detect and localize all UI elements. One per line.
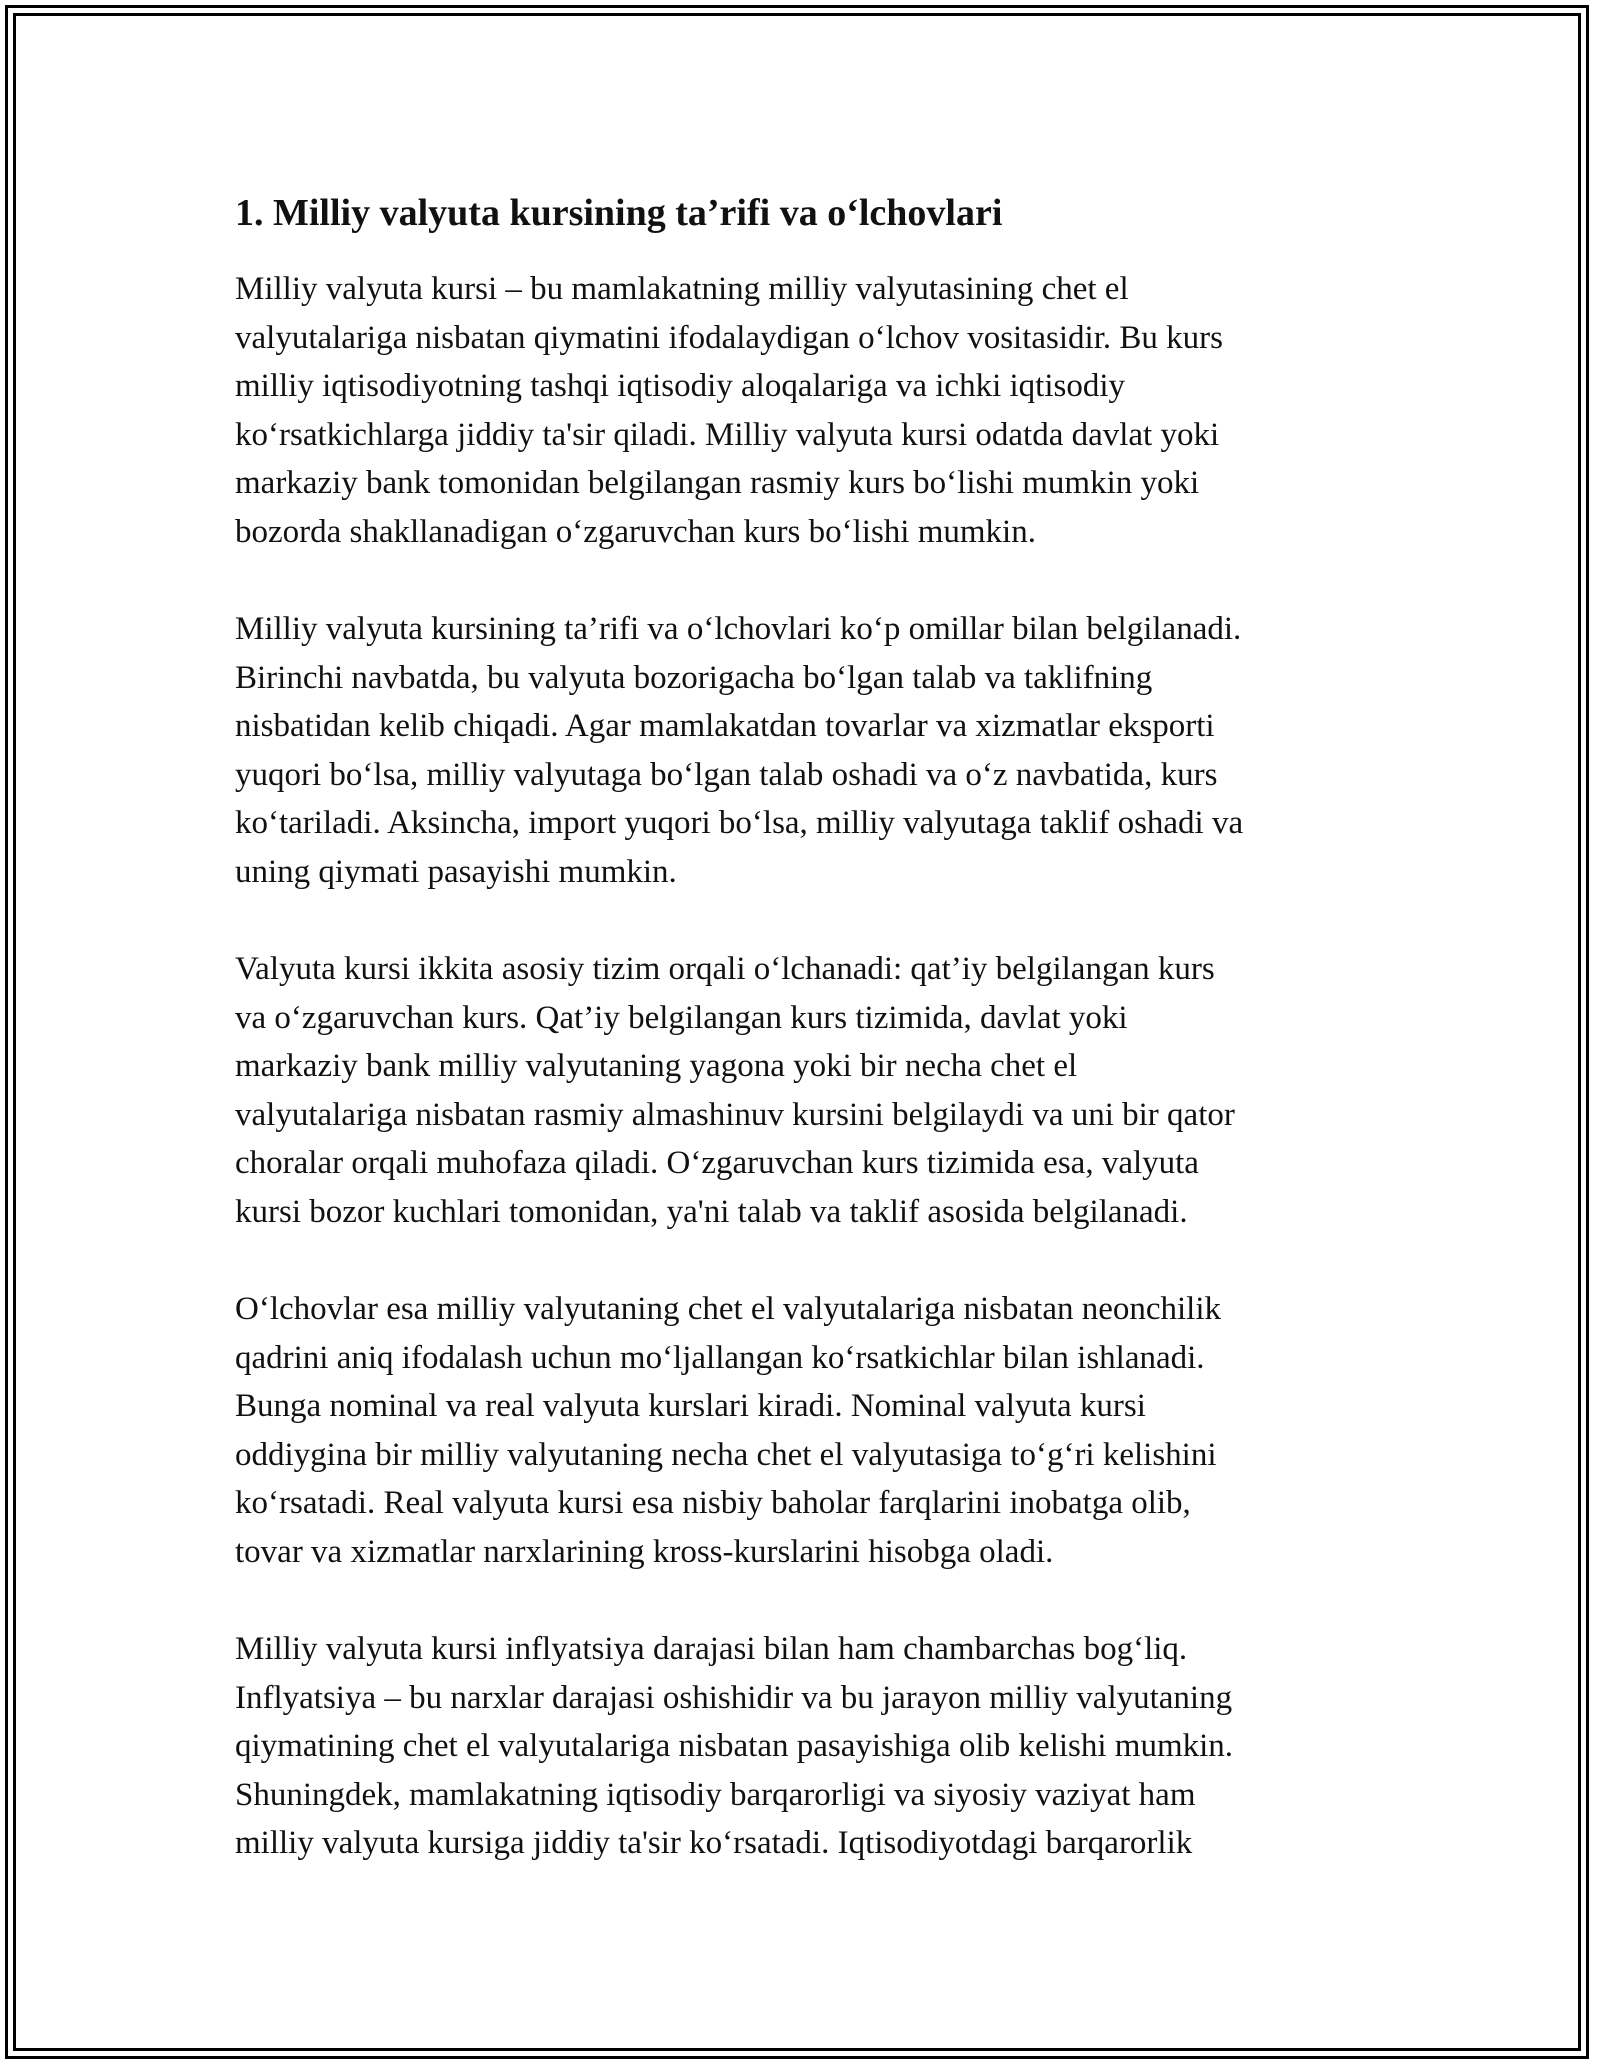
section-heading: 1. Milliy valyuta kursining ta’rifi va o‘lchovlari — [235, 192, 1003, 234]
document-body — [235, 185, 1375, 1917]
paragraph-2: Milliy valyuta kursining ta’rifi va o‘lchovlari ko‘p omillar bilan belgilanadi. Birinchi navbatda, bu valyuta bozorigacha bo‘lgan talab va taklifning nisbatidan kelib chiqadi. Agar mamlakatdan tovarlar va xizmatlar eksporti yuqori bo‘lsa, milliy valyutaga bo‘lgan talab oshadi va o‘z navbatida, kurs ko‘tariladi. Aksincha, import yuqori bo‘lsa, milliy valyutaga taklif oshadi va uning qiymati pasayishi mumkin. — [235, 611, 1244, 890]
paragraph-1: Milliy valyuta kursi – bu mamlakatning milliy valyutasining chet el valyutalariga nisbatan qiymatini ifodalaydigan o‘lchov vositasidir. Bu kurs milliy iqtisodiyotning tashqi iqtisodiy aloqalariga va ichki iqtisodiy ko‘rsatkichlarga jiddiy ta'sir qiladi. Milliy valyuta kursi odatda davlat yoki markaziy bank tomonidan belgilangan rasmiy kurs bo‘lishi mumkin yoki bozorda shakllanadigan o‘zgaruvchan kurs bo‘lishi mumkin. — [235, 271, 1223, 550]
paragraph-4: O‘lchovlar esa milliy valyutaning chet el valyutalariga nisbatan neonchilik qadrini aniq ifodalash uchun mo‘ljallangan ko‘rsatkichlar bilan ishlanadi. Bunga nominal va real valyuta kurslari kiradi. Nominal valyuta kursi oddiygina bir milliy valyutaning necha chet el valyutasiga to‘g‘ri kelishini ko‘rsatadi. Real valyuta kursi esa nisbiy baholar farqlarini inobatga olib, tovar va xizmatlar narxlarining kross-kurslarini hisobga oladi. — [235, 1291, 1222, 1570]
paragraph-5: Milliy valyuta kursi inflyatsiya darajasi bilan ham chambarchas bog‘liq. Inflyatsiya – bu narxlar darajasi oshishidir va bu jarayon milliy valyutaning qiymatining chet el valyutalariga nisbatan pasayishiga olib kelishi mumkin. Shuningdek, mamlakatning iqtisodiy barqarorligi va siyosiy vaziyat ham milliy valyuta kursiga jiddiy ta'sir ko‘rsatadi. Iqtisodiyotdagi barqarorlik — [235, 1631, 1234, 1861]
paragraph-3: Valyuta kursi ikkita asosiy tizim orqali o‘lchanadi: qat’iy belgilangan kurs va o‘zgaruvchan kurs. Qat’iy belgilangan kurs tizimida, davlat yoki markaziy bank milliy valyutaning yagona yoki bir necha chet el valyutalariga nisbatan rasmiy almashinuv kursini belgilaydi va uni bir qator choralar orqali muhofaza qiladi. O‘zgaruvchan kurs tizimida esa, valyuta kursi bozor kuchlari tomonidan, ya'ni talab va taklif asosida belgilanadi. — [235, 951, 1235, 1230]
